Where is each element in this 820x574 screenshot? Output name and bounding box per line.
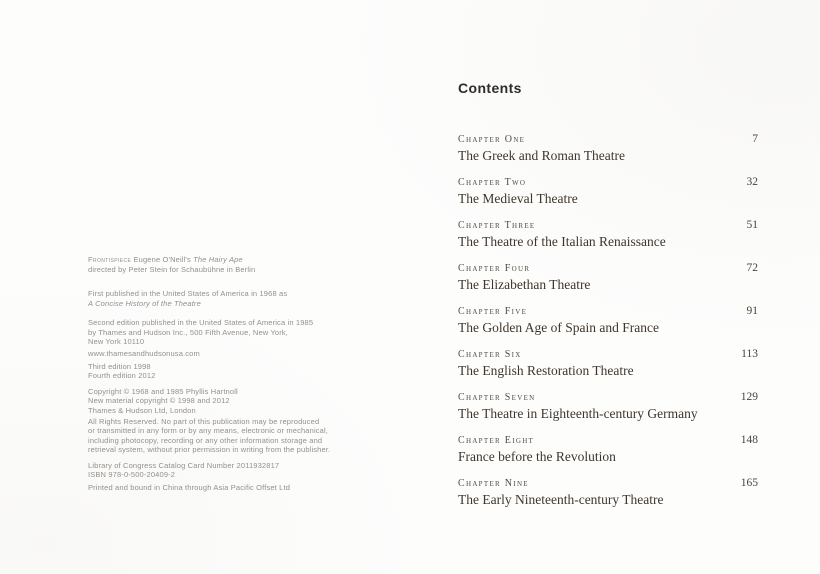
frontispiece-work-title: The Hairy Ape xyxy=(193,255,243,264)
colophon-line: New York 10110 xyxy=(88,337,145,346)
toc-entry-chapter-one xyxy=(458,134,758,163)
toc-chapter-title: The Theatre of the Italian Renaissance xyxy=(458,234,666,249)
toc-entry-chapter-six xyxy=(458,349,758,378)
printed-in-note: Printed and bound in China through Asia Pacific Offset Ltd xyxy=(88,482,291,492)
frontispiece-credit xyxy=(88,255,400,274)
toc-chapter-title: France before the Revolution xyxy=(458,449,616,464)
toc-entry-chapter-four xyxy=(458,263,758,292)
frontispiece-label: Frontispiece xyxy=(88,255,132,264)
colophon-line: New material copyright © 1998 and 2012 xyxy=(88,396,230,405)
frontispiece-line-2: directed by Peter Stein for Schaubühne in Berlin xyxy=(88,264,256,274)
toc-chapter-title: The Theatre in Eighteenth-century Germany xyxy=(458,406,698,421)
colophon-line: Third edition 1998 xyxy=(88,361,151,371)
colophon-line: Second edition published in the United States of America in 1985 xyxy=(88,318,314,327)
colophon-line: Library of Congress Catalog Card Number 2011932817 xyxy=(88,460,280,470)
colophon-line: All Rights Reserved. No part of this publication may be reproduced xyxy=(88,416,320,426)
colophon-line: by Thames and Hudson Inc., 500 Fifth Avenue, New York, xyxy=(88,327,289,337)
toc-chapter-title: The Elizabethan Theatre xyxy=(458,277,591,292)
copyright-note xyxy=(88,387,400,416)
colophon-line: Fourth edition 2012 xyxy=(88,371,156,380)
colophon xyxy=(88,255,400,492)
first-published-note xyxy=(88,289,400,308)
toc-page-number: 7 xyxy=(752,133,758,145)
toc-chapter-label: Chapter Three xyxy=(458,220,536,231)
colophon-line: First published in the United States of America in 1968 as xyxy=(88,289,288,298)
table-of-contents xyxy=(458,134,758,521)
colophon-line: retrieval system, without prior permission in writing from the publisher. xyxy=(88,445,331,454)
toc-page-number: 165 xyxy=(740,477,758,489)
toc-entry-chapter-five xyxy=(458,306,758,335)
colophon-line: Thames & Hudson Ltd, London xyxy=(88,405,196,415)
colophon-line: Copyright © 1968 and 1985 Phyllis Hartnoll xyxy=(88,386,238,396)
toc-chapter-label: Chapter Eight xyxy=(458,435,535,446)
toc-page-number: 91 xyxy=(746,305,758,317)
toc-entry-chapter-nine xyxy=(458,478,758,507)
toc-page-number: 129 xyxy=(740,391,758,403)
edition-dates xyxy=(88,362,400,381)
toc-chapter-title: The Greek and Roman Theatre xyxy=(458,148,625,163)
contents-heading: Contents xyxy=(458,80,522,96)
toc-page-number: 72 xyxy=(746,262,758,274)
colophon-line: or transmitted in any form or by any means, electronic or mechanical, xyxy=(88,426,329,435)
publisher-website: www.thamesandhudsonusa.com xyxy=(88,349,200,358)
colophon-line: including photocopy, recording or any other information storage and xyxy=(88,435,323,445)
toc-entry-chapter-two xyxy=(458,177,758,206)
toc-chapter-label: Chapter Seven xyxy=(458,392,536,403)
toc-page-number: 113 xyxy=(741,348,758,360)
toc-chapter-label: Chapter Six xyxy=(458,349,522,360)
frontispiece-text: Eugene O'Neill's xyxy=(133,255,191,264)
toc-chapter-label: Chapter One xyxy=(458,134,526,145)
toc-entry-chapter-three xyxy=(458,220,758,249)
toc-chapter-title: The Medieval Theatre xyxy=(458,191,578,206)
toc-chapter-label: Chapter Four xyxy=(458,263,531,274)
toc-chapter-label: Chapter Five xyxy=(458,306,528,317)
second-edition-note xyxy=(88,318,400,359)
toc-chapter-title: The Early Nineteenth-century Theatre xyxy=(458,492,664,507)
toc-page-number: 32 xyxy=(746,176,758,188)
book-title-italic: A Concise History of the Theatre xyxy=(88,298,201,308)
toc-entry-chapter-eight xyxy=(458,435,758,464)
rights-reserved-note xyxy=(88,417,400,455)
toc-chapter-title: The English Restoration Theatre xyxy=(458,363,634,378)
isbn-line: ISBN 978-0-500-20409-2 xyxy=(88,470,176,479)
library-of-congress-note xyxy=(88,461,400,480)
frontispiece-line-1 xyxy=(88,255,400,265)
toc-chapter-title: The Golden Age of Spain and France xyxy=(458,320,659,335)
toc-page-number: 148 xyxy=(740,434,758,446)
toc-chapter-label: Chapter Two xyxy=(458,177,527,188)
toc-page-number: 51 xyxy=(746,219,758,231)
toc-chapter-label: Chapter Nine xyxy=(458,478,529,489)
toc-entry-chapter-seven xyxy=(458,392,758,421)
